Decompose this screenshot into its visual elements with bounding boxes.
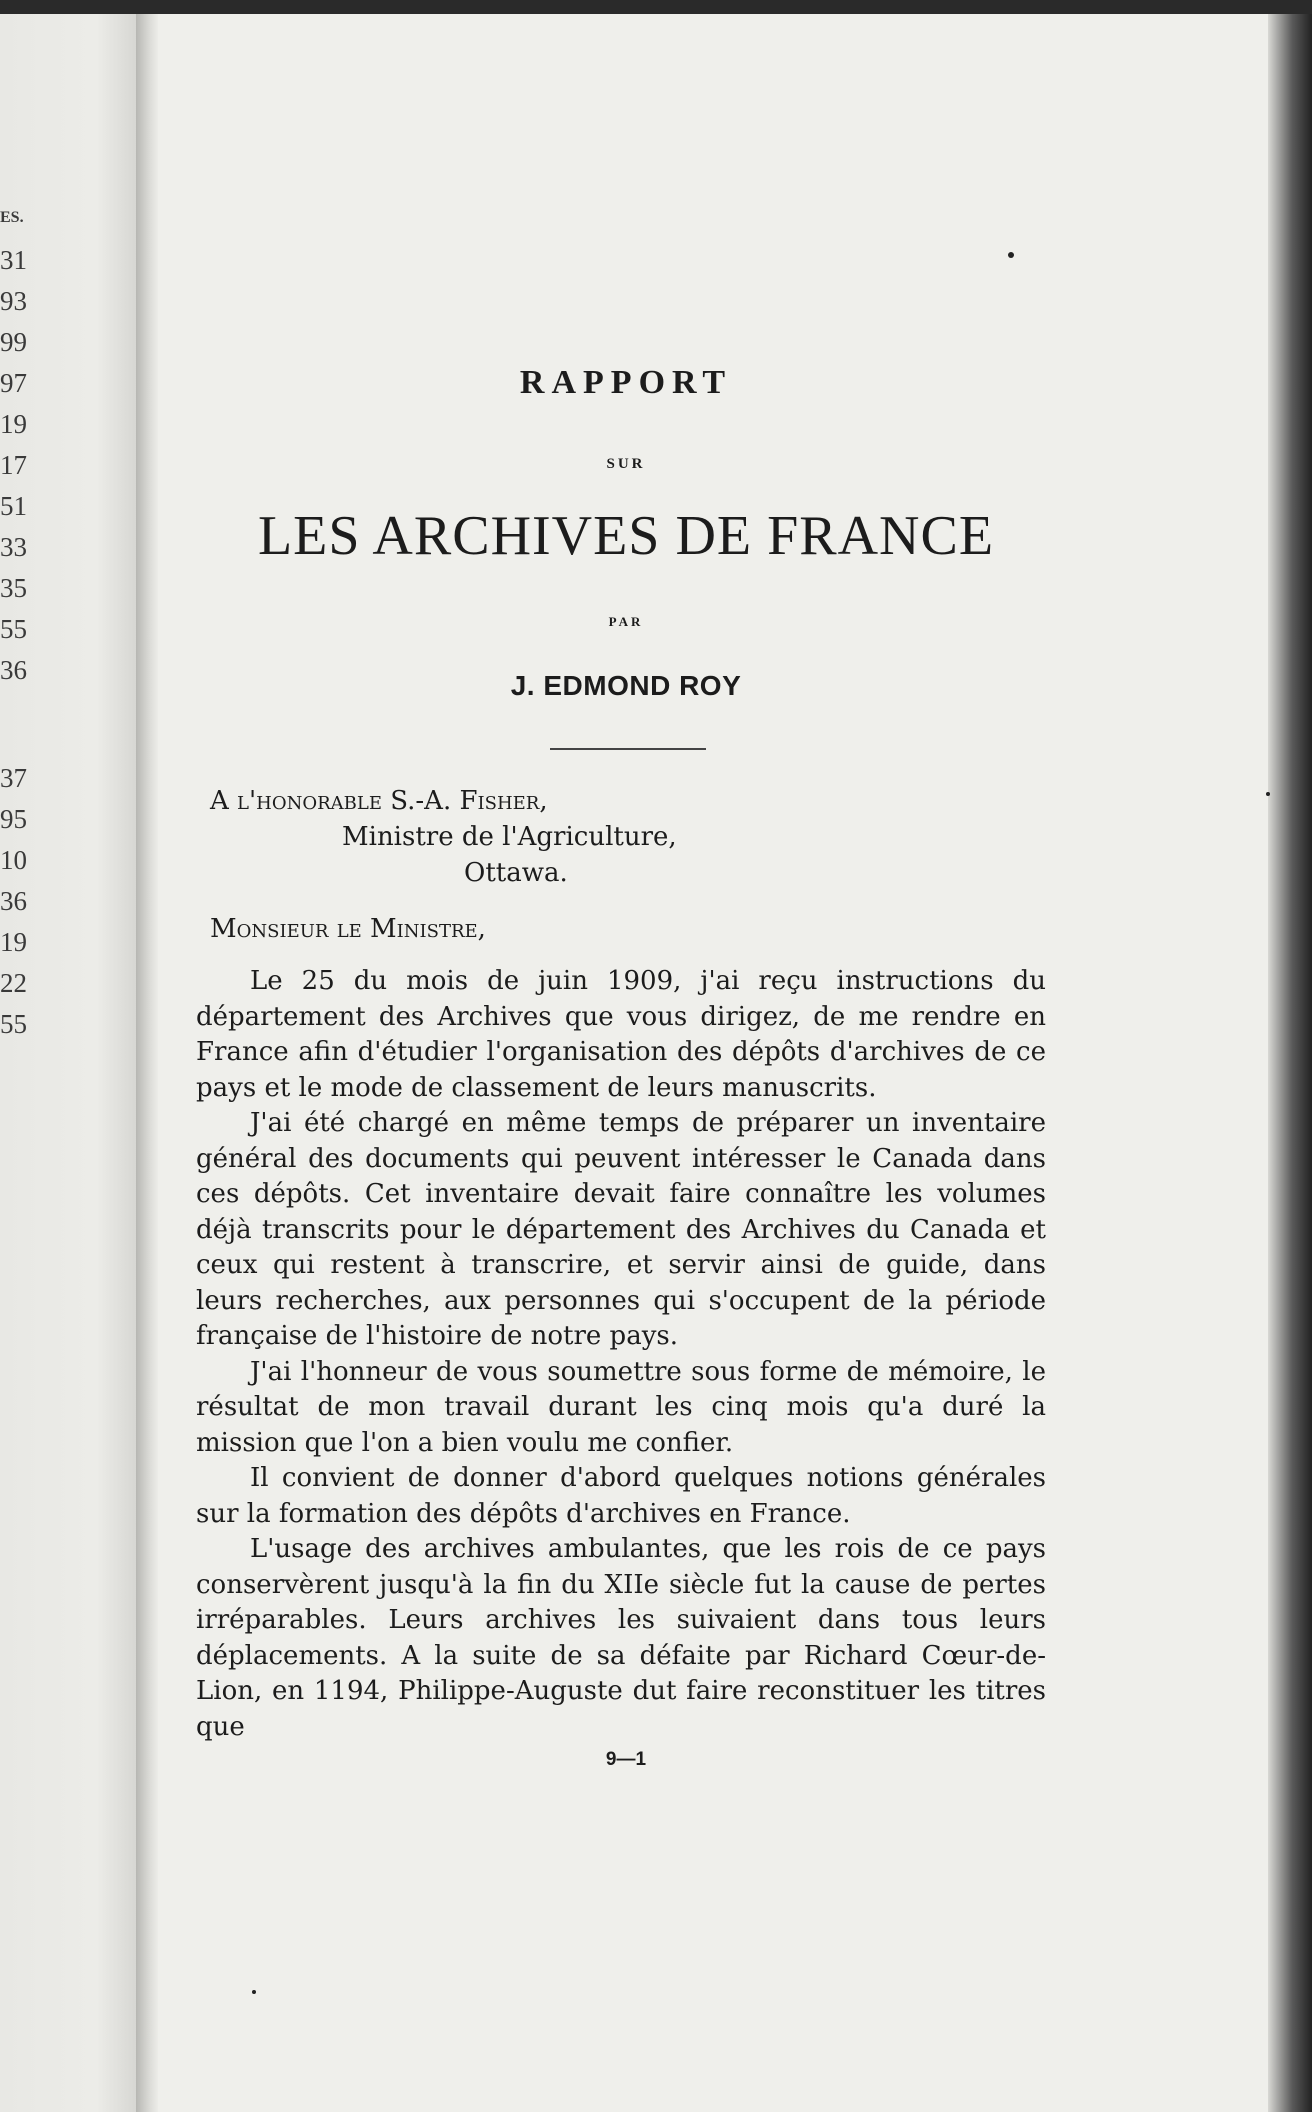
margin-number: 36 — [0, 886, 27, 916]
paragraph: Il convient de donner d'abord quelques notions générales sur la formation des dépôts d'archives en France. — [196, 1463, 1046, 1529]
scan-speck — [1008, 252, 1014, 258]
margin-number: 55 — [0, 614, 27, 644]
main-title: LES ARCHIVES DE FRANCE — [257, 505, 995, 567]
margin-number: 35 — [0, 573, 27, 603]
page-folio: 9—1 — [605, 1749, 647, 1770]
margin-number: 17 — [0, 450, 27, 480]
margin-number: 36 — [0, 655, 27, 685]
margin-number: 97 — [0, 368, 27, 398]
paragraph: J'ai l'honneur de vous soumettre sous forme de mémoire, le résultat de mon travail durant les cinq mois qu'a duré la mission que l'on a bien voulu me confier. — [196, 1356, 1046, 1458]
page-right-edge — [1268, 14, 1312, 2112]
margin-number: 22 — [0, 968, 27, 998]
margin-number: 19 — [0, 409, 27, 439]
margin-number: 31 — [0, 245, 27, 275]
address-line-recipient: A l'honorable S.-A. Fisher, — [210, 786, 548, 816]
title-divider — [550, 748, 706, 750]
margin-number: 93 — [0, 286, 27, 316]
salutation: Monsieur le Ministre, — [210, 914, 486, 944]
margin-number: 99 — [0, 327, 27, 357]
scan-speck — [252, 1990, 256, 1994]
margin-number: 95 — [0, 804, 27, 834]
margin-number: 37 — [0, 763, 27, 793]
margin-number: 51 — [0, 491, 27, 521]
heading-sur: SUR — [606, 456, 646, 472]
margin-number: 10 — [0, 845, 27, 875]
margin-number: 55 — [0, 1009, 27, 1039]
book-gutter — [136, 14, 158, 2112]
paragraph: Le 25 du mois de juin 1909, j'ai reçu instructions du département des Archives que vous dirigez, de me rendre en France afin d'étudier l'organisation des dépôts d'archives de ce pays et le mode de classement de leurs manuscrits. — [196, 966, 1046, 1103]
address-line-title: Ministre de l'Agriculture, — [342, 822, 677, 852]
paragraph: L'usage des archives ambulantes, que les rois de ce pays conservèrent jusqu'à la fin du XIIe siècle fut la cause de pertes irréparables. Leurs archives les suivaient dans tous leurs déplacements. A la suite de sa défaite par Richard Cœur-de-Lion, en 1194, Philippe-Auguste dut faire reconstituer les titres que — [196, 1534, 1046, 1742]
heading-rapport: RAPPORT — [519, 364, 733, 401]
letter-body — [196, 964, 1046, 1745]
margin-number: 19 — [0, 927, 27, 957]
margin-number: ES. — [0, 209, 24, 226]
author-name: J. EDMOND ROY — [510, 670, 742, 701]
paragraph: J'ai été chargé en même temps de préparer un inventaire général des documents qui peuvent intéresser le Canada dans ces dépôts. Cet inventaire devait faire connaître les volumes déjà transcrits pour le département des Archives du Canada et ceux qui restent à transcrire, et servir ainsi de guide, dans leurs recherches, aux personnes qui s'occupent de la période française de l'histoire de notre pays. — [196, 1108, 1046, 1351]
margin-number: 33 — [0, 532, 27, 562]
address-line-city: Ottawa. — [464, 858, 568, 888]
heading-par: PAR — [608, 614, 644, 629]
scan-speck — [1266, 792, 1270, 796]
